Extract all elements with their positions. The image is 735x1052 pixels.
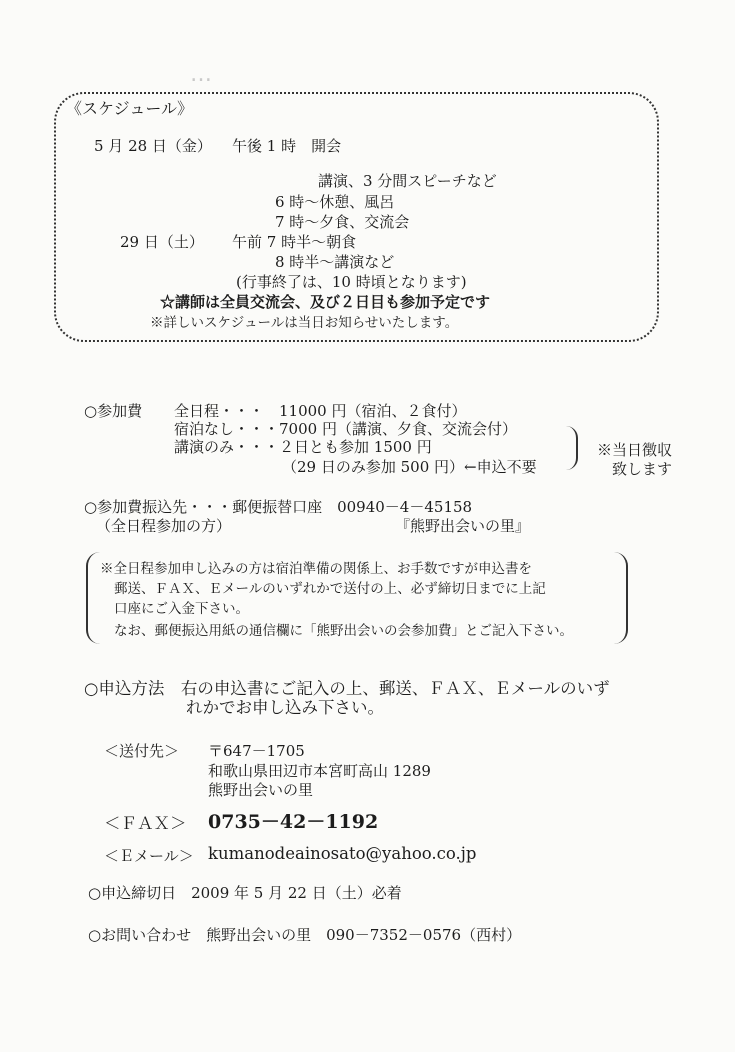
send-label: ＜送付先＞ [104, 742, 180, 760]
end-note: (行事終了は、10 時頃となります) [236, 273, 467, 291]
deadline: ○申込締切日 2009 年 5 月 22 日（土）必着 [88, 884, 402, 902]
org-name: 熊野出会いの里 [208, 781, 314, 799]
schedule-heading: 《スケジュール》 [66, 99, 194, 118]
notice-line: なお、郵便振込用紙の通信欄に「熊野出会いの会参加費」とご記入下さい。 [114, 623, 573, 639]
address: 和歌山県田辺市本宮町高山 1289 [208, 762, 431, 780]
notice-line: 郵送、ＦＡＸ、Ｅメールのいずれかで送付の上、必ず締切日までに上記 [114, 581, 546, 597]
fee-row: 全日程・・・ 11000 円（宿泊、２食付） [174, 402, 467, 420]
email-address[interactable]: kumanodeainosato@yahoo.co.jp [208, 844, 477, 863]
notice-line: ※全日程参加申し込みの方は宿泊準備の関係上、お手数ですが申込書を [100, 561, 532, 577]
fee-row: 講演のみ・・・２日とも参加 1500 円 [174, 438, 432, 456]
day1-item: 6 時～休憩、風呂 [275, 193, 395, 211]
day1-time: 午後 1 時 開会 [232, 137, 342, 155]
day2-date: 29 日（土） [120, 233, 204, 251]
apply-method: ○申込方法 右の申込書にご記入の上、郵送、ＦＡＸ、Ｅメールのいず [84, 679, 610, 698]
background-bleed: … [190, 62, 216, 87]
email-label: ＜Ｅメール＞ [104, 847, 194, 865]
day2-item: 8 時半～講演など [275, 253, 395, 271]
contact: ○お問い合わせ 熊野出会いの里 090－7352－0576（西村） [88, 926, 522, 944]
day2-time: 午前 7 時半～朝食 [232, 233, 357, 251]
fees-label: ○参加費 [84, 402, 143, 420]
day1-item: 講演、3 分間スピーチなど [318, 172, 497, 190]
day1-date: 5 月 28 日（金） [94, 137, 212, 155]
apply-method-2: れかでお申し込み下さい。 [186, 698, 384, 717]
fax-label: ＜ＦＡＸ＞ [104, 814, 187, 833]
notice-line: 口座にご入金下さい。 [114, 601, 249, 617]
day1-item: 7 時～夕食、交流会 [275, 213, 410, 231]
fax-number: 0735－42－1192 [208, 811, 379, 833]
same-day-note: ※当日徴収 [597, 441, 673, 459]
postal-code: 〒647－1705 [208, 742, 305, 760]
lecturer-note: ☆講師は全員交流会、及び２日目も参加予定です [160, 293, 491, 311]
fee-row: （29 日のみ参加 500 円）←申込不要 [282, 458, 537, 476]
fee-row: 宿泊なし・・・7000 円（講演、夕食、交流会付） [174, 420, 517, 438]
transfer-sub: （全日程参加の方） [96, 517, 232, 535]
transfer-name: 『熊野出会いの里』 [395, 517, 531, 535]
same-day-note-2: 致します [612, 460, 673, 478]
detail-note: ※詳しいスケジュールは当日お知らせいたします。 [150, 315, 459, 331]
transfer-account: ○参加費振込先・・・郵便振替口座 00940－4－45158 [84, 498, 473, 516]
brace [562, 426, 578, 470]
